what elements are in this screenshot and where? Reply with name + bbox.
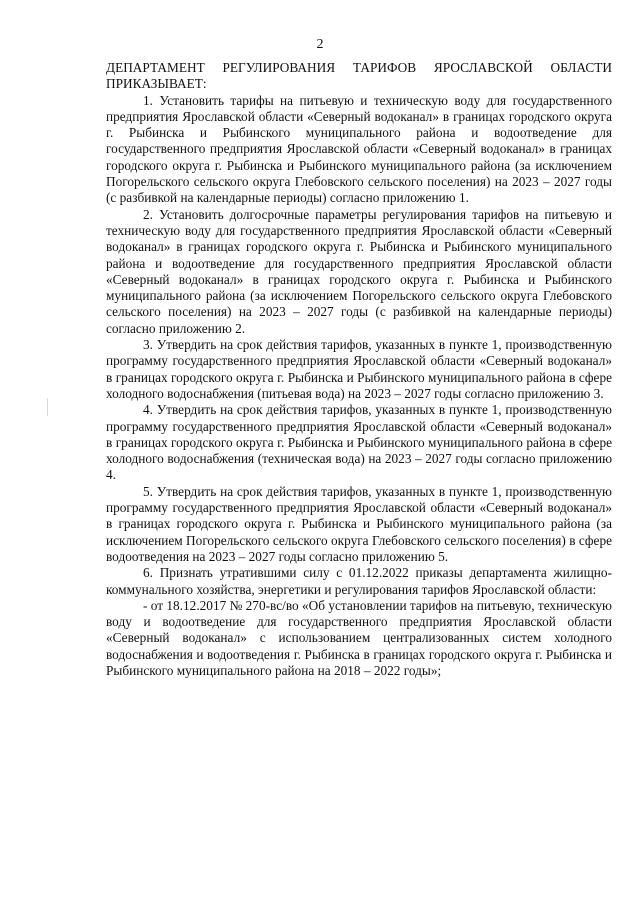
paragraph-6-item-1: - от 18.12.2017 № 270-вс/во «Об установлении тарифов на питьевую, техническую воду и водоотведение для государственного предприятия Ярославской области «Северный водоканал» с использованием централизованных систем холодного водоснабжения и водоотведения г. Рыбинска в границах городского округа г. Рыбинска и Рыбинского муниципального района на 2018 – 2022 годы»; (106, 597, 612, 678)
paragraph-3: 3. Утвердить на срок действия тарифов, указанных в пункте 1, производственную программу государственного предприятия Ярославской области «Северный водоканал» в границах городского округа г. Рыбинска и Рыбинского муниципального района в сфере холодного водоснабжения (питьевая вода) на 2023 – 2027 годы согласно приложению 3. (106, 337, 612, 401)
paragraph-5: 5. Утвердить на срок действия тарифов, указанных в пункте 1, производственную программу государственного предприятия Ярославской области «Северный водоканал» в границах городского округа г. Рыбинска и Рыбинского муниципального района (за исключением Погорельского сельского округа Глебовского сельского поселения) в сфере водоотведения на 2023 – 2027 годы согласно приложению 5. (106, 483, 612, 564)
order-heading: ДЕПАРТАМЕНТ РЕГУЛИРОВАНИЯ ТАРИФОВ ЯРОСЛАВСКОЙ ОБЛАСТИ ПРИКАЗЫВАЕТ: (106, 60, 612, 92)
scan-margin-mark (47, 398, 48, 416)
page-number: 2 (316, 37, 324, 52)
paragraph-2: 2. Установить долгосрочные параметры регулирования тарифов на питьевую и техническую воду для государственного предприятия Ярославской области «Северный водоканал» в границах городского округа г. Рыбинска и Рыбинского муниципального района и водоотведение для государственного предприятия Ярославской области «Северный водоканал» в границах городского округа г. Рыбинска и Рыбинского муниципального района (за исключением Погорельского сельского округа Глебовского сельского поселения) на 2023 – 2027 годы (с разбивкой на календарные периоды) согласно приложению 2. (106, 206, 612, 336)
paragraph-6: 6. Признать утратившими силу с 01.12.2022 приказы департамента жилищно-коммунального хозяйства, энергетики и регулирования тарифов Ярославской области: (106, 565, 612, 597)
paragraph-4: 4. Утвердить на срок действия тарифов, указанных в пункте 1, производственную программу государственного предприятия Ярославской области «Северный водоканал» в границах городского округа г. Рыбинска и Рыбинского муниципального района в сфере холодного водоснабжения (техническая вода) на 2023 – 2027 годы согласно приложению 4. (106, 402, 612, 483)
paragraph-1: 1. Установить тарифы на питьевую и техническую воду для государственного предприятия Ярославской области «Северный водоканал» в границах городского округа г. Рыбинска и Рыбинского муниципального района и водоотведение для государственного предприятия Ярославской области «Северный водоканал» в границах городского округа г. Рыбинска и Рыбинского муниципального района (за исключением Погорельского сельского округа Глебовского сельского поселения) на 2023 – 2027 годы (с разбивкой на календарные периоды) согласно приложению 1. (106, 92, 612, 206)
document-body (106, 60, 612, 679)
